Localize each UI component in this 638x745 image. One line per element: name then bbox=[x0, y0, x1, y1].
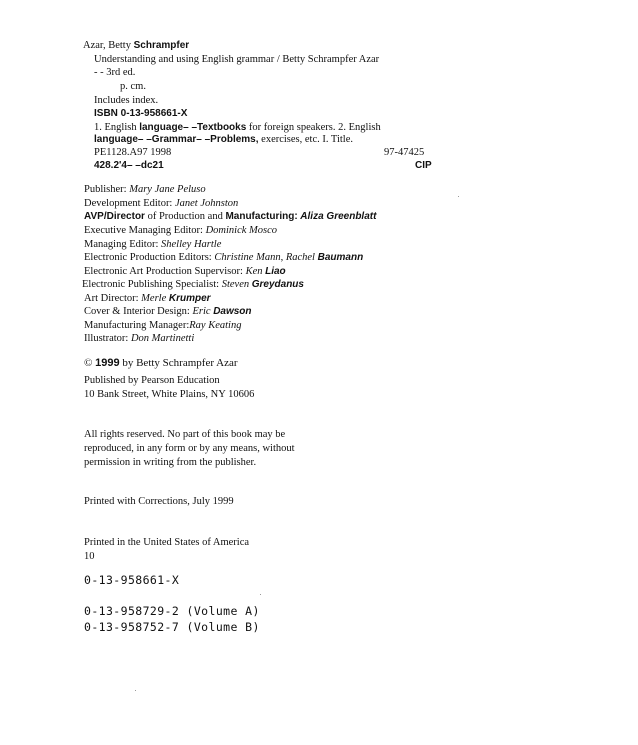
cip-subject-1-c: for foreign speakers. 2. English bbox=[246, 122, 381, 133]
credit-name: Steven bbox=[221, 279, 252, 290]
isbn-main: 0-13-958661-X bbox=[84, 573, 180, 587]
credit-publisher bbox=[84, 184, 206, 196]
cip-author-surname: Schrampfer bbox=[133, 40, 190, 51]
credit-role: Illustrator: bbox=[84, 333, 131, 344]
credit-art-production-supervisor bbox=[84, 266, 286, 278]
cip-subject-1-a: 1. English bbox=[94, 122, 140, 133]
credit-name: Merle bbox=[141, 293, 169, 304]
credit-role: Electronic Art Production Supervisor: bbox=[84, 266, 246, 277]
cip-author bbox=[83, 40, 189, 52]
credit-art-director bbox=[84, 293, 211, 305]
rights-line-3: permission in writing from the publisher. bbox=[84, 457, 257, 468]
credit-managing-editor bbox=[84, 239, 221, 251]
print-number: 10 bbox=[84, 551, 95, 562]
credit-role: AVP/Director bbox=[84, 211, 145, 222]
credit-role-mid: of Production and bbox=[144, 211, 226, 222]
credit-name: Shelley Hartle bbox=[161, 239, 222, 250]
copyright-holder: by Betty Schrampfer Azar bbox=[119, 357, 238, 369]
credit-name: Don Martinetti bbox=[130, 333, 195, 344]
credit-role: Manufacturing Manager: bbox=[84, 320, 190, 331]
cip-isbn: ISBN 0-13-958661-X bbox=[94, 108, 188, 119]
printing-note: Printed with Corrections, July 1999 bbox=[84, 496, 234, 507]
isbn-volume-b: 0-13-958752-7 (Volume B) bbox=[84, 620, 260, 634]
credit-role: Development Editor: bbox=[84, 198, 175, 209]
credit-role: Electronic Production Editors: bbox=[84, 252, 215, 263]
cip-title: Understanding and using English grammar / Betty Schrampfer Azar bbox=[94, 54, 380, 65]
credit-role: Publisher: bbox=[84, 184, 130, 195]
publisher-address: 10 Bank Street, White Plains, NY 10606 bbox=[84, 389, 255, 400]
credit-avp-director bbox=[84, 211, 376, 223]
credit-name-2: Krumper bbox=[168, 293, 211, 304]
credit-electronic-production-editors bbox=[84, 252, 363, 264]
isbn-volume-a: 0-13-958729-2 (Volume A) bbox=[84, 604, 260, 618]
credit-publishing-specialist bbox=[82, 279, 304, 291]
cip-class-number: PE1128.A97 1998 bbox=[94, 147, 172, 158]
credit-name: Janet Johnston bbox=[174, 198, 239, 209]
cip-subject-2-b: exercises, etc. I. Title. bbox=[258, 134, 354, 145]
cip-subject-2 bbox=[94, 134, 353, 146]
copyright-line bbox=[84, 357, 238, 369]
credit-illustrator bbox=[84, 333, 194, 345]
credit-role: Electronic Publishing Specialist: bbox=[82, 279, 222, 290]
credit-name: Christine Mann, Rachel bbox=[214, 252, 318, 263]
credit-role: Art Director: bbox=[84, 293, 142, 304]
credit-name-2: Dawson bbox=[213, 306, 252, 317]
copyright-year: 1999 bbox=[95, 357, 120, 369]
credit-name-2: Greydanus bbox=[251, 279, 304, 290]
scan-speck bbox=[260, 594, 261, 595]
credit-role: Cover & Interior Design: bbox=[84, 306, 193, 317]
credit-development-editor bbox=[84, 198, 238, 210]
credit-name-2: Baumann bbox=[317, 252, 364, 263]
credit-name: Ken bbox=[245, 266, 266, 277]
copyright-symbol: © bbox=[84, 357, 93, 369]
cip-label: CIP bbox=[415, 160, 432, 171]
credit-role: Managing Editor: bbox=[84, 239, 161, 250]
credit-name: Ray Keating bbox=[189, 320, 242, 331]
cip-lccn: 97-47425 bbox=[384, 147, 425, 158]
scan-speck bbox=[135, 690, 136, 691]
cip-subject-1 bbox=[94, 122, 381, 134]
credit-role-2: Manufacturing: bbox=[225, 211, 298, 222]
credit-name: Dominick Mosco bbox=[205, 225, 278, 236]
credit-manufacturing-manager bbox=[84, 320, 241, 332]
cip-index: Includes index. bbox=[94, 95, 159, 106]
rights-line-1: All rights reserved. No part of this book may be bbox=[84, 429, 286, 440]
cip-dewey: 428.2'4– –dc21 bbox=[94, 160, 164, 171]
credit-name: Aliza Greenblatt bbox=[300, 211, 377, 222]
credit-executive-managing-editor bbox=[84, 225, 277, 237]
rights-line-2: reproduced, in any form or by any means, without bbox=[84, 443, 295, 454]
credit-name: Mary Jane Peluso bbox=[129, 184, 206, 195]
credit-cover-design bbox=[84, 306, 252, 318]
credit-role: Executive Managing Editor: bbox=[84, 225, 206, 236]
printed-in: Printed in the United States of America bbox=[84, 537, 250, 548]
scan-speck bbox=[458, 196, 459, 197]
cip-author-first: Azar, Betty bbox=[83, 40, 134, 51]
cip-pages: p. cm. bbox=[120, 81, 146, 92]
publisher-name: Published by Pearson Education bbox=[84, 375, 220, 386]
credit-name-2: Liao bbox=[265, 266, 286, 277]
credit-name: Eric bbox=[192, 306, 214, 317]
cip-edition: - - 3rd ed. bbox=[94, 67, 136, 78]
cip-subject-2-a: language– –Grammar– –Problems, bbox=[94, 134, 259, 145]
cip-subject-1-b: language– –Textbooks bbox=[139, 122, 247, 133]
